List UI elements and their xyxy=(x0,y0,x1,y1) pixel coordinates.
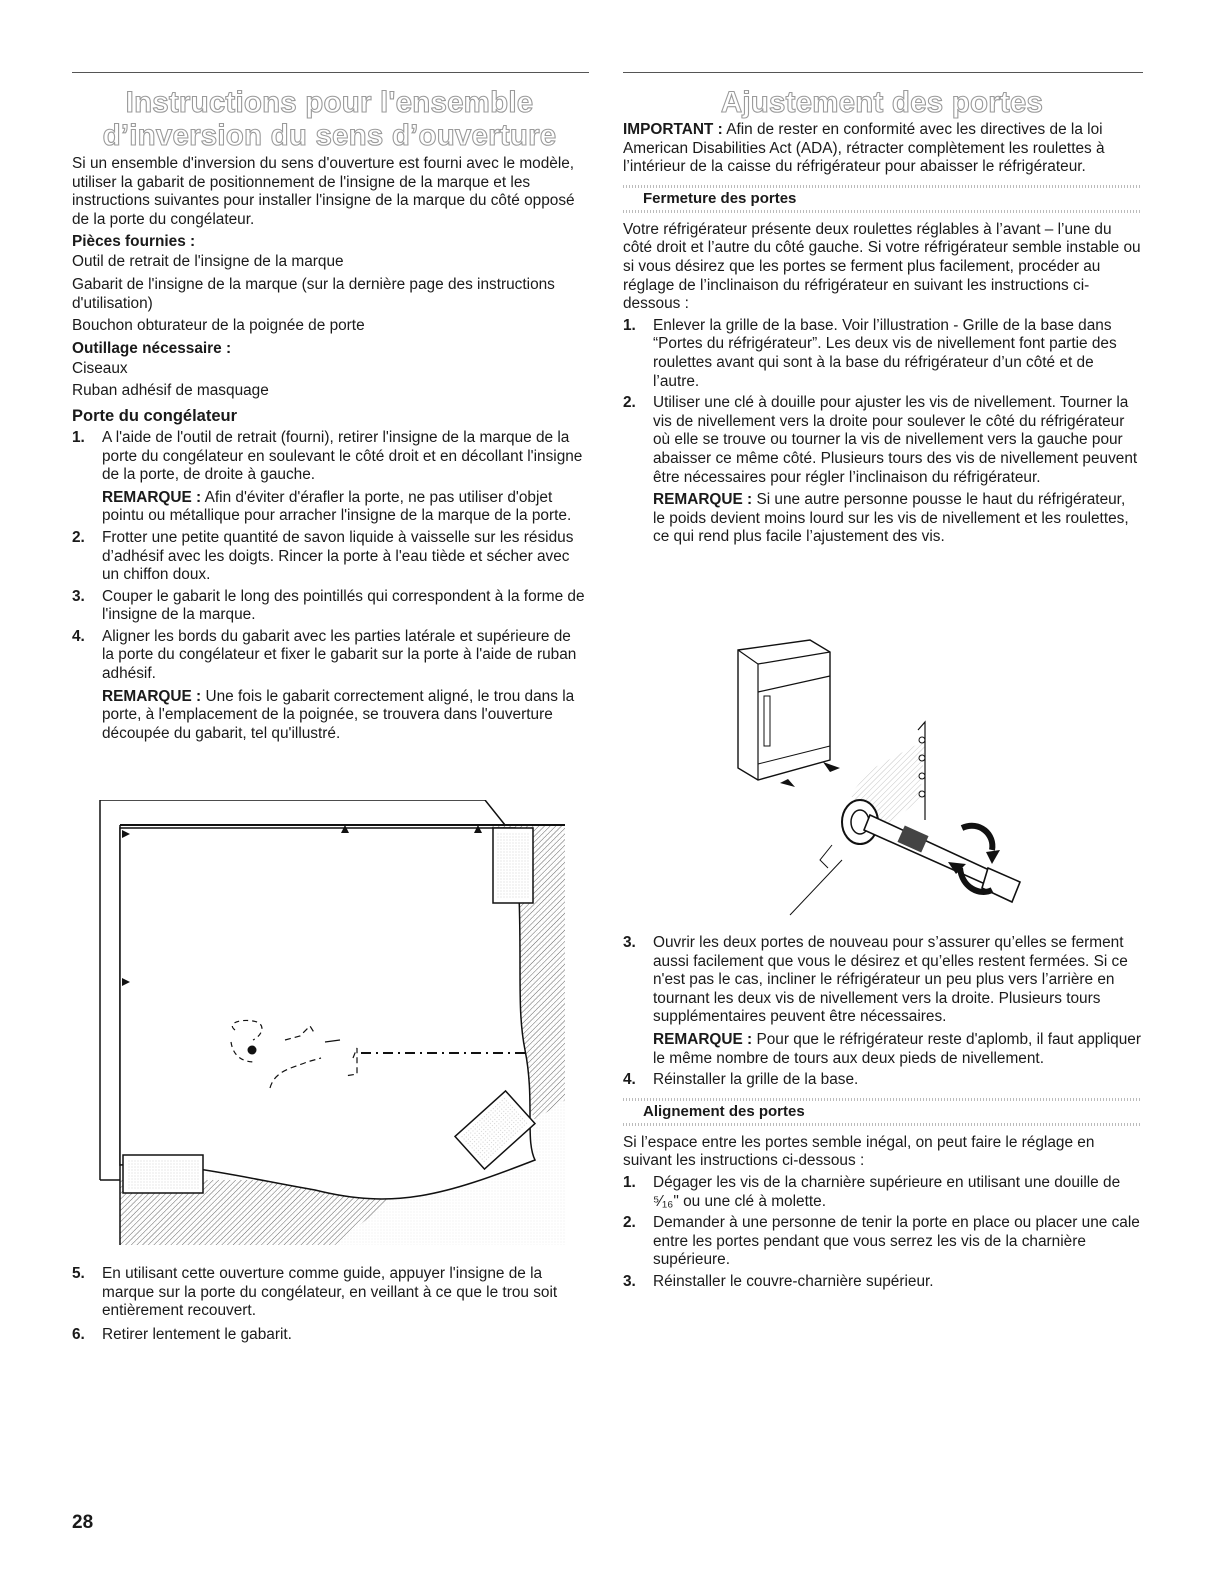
section-title-freezer-door: Porte du congélateur xyxy=(72,406,238,425)
note-label: REMARQUE : xyxy=(102,687,202,705)
note xyxy=(102,688,587,744)
step-item xyxy=(623,934,1141,1068)
door-alignment-intro: Si l’espace entre les portes semble inégal, on peut faire le réglage en suivant les instructions ci-dessous : xyxy=(623,1133,1095,1170)
tool-item: Ruban adhésif de masquage xyxy=(72,382,269,400)
step-item xyxy=(623,1273,1141,1292)
step-item xyxy=(72,588,587,625)
left-intro: Si un ensemble d'inversion du sens d'ouverture est fourni avec le modèle, utiliser la gabarit de positionnement de l'insigne de la marque et les instructions suivantes pour installer l'insigne de la marque du côté opposé de la porte du congélateur. xyxy=(72,155,575,228)
step-number: 2. xyxy=(623,394,636,412)
door-closing-steps xyxy=(623,317,1141,547)
right-column-lower xyxy=(623,931,1141,1292)
note-text: Une fois le gabarit correctement aligné, le trou dans la porte, à l'emplacement de la poignée, se trouvera dans l'ouverture découpée du gabarit, tel qu'illustré. xyxy=(102,687,575,742)
step-number: 3. xyxy=(623,1272,636,1290)
leveling-screw-illustration xyxy=(730,630,1050,920)
step-text: Demander à une personne de tenir la porte en place ou placer une cale entre les portes pendant que vous serrez les vis de la charnière supérieure. xyxy=(653,1214,1140,1269)
page-number: 28 xyxy=(72,1512,94,1533)
step-number: 1. xyxy=(72,428,85,446)
step-item xyxy=(72,1265,587,1321)
step-item xyxy=(72,529,587,585)
step-text: Retirer lentement le gabarit. xyxy=(102,1325,292,1343)
note-text: Pour que le réfrigérateur reste d'aplomb, il faut appliquer le même nombre de tours aux deux pieds de nivellement. xyxy=(653,1030,1141,1067)
subheading-door-closing: Fermeture des portes xyxy=(623,185,1141,213)
left-column xyxy=(72,86,587,743)
step-number: 4. xyxy=(623,1071,636,1089)
tool-item: Ciseaux xyxy=(72,359,128,377)
step-number: 2. xyxy=(72,528,85,546)
step-text: Frotter une petite quantité de savon liquide à vaisselle sur les résidus d’adhésif avec les doigts. Rincer la porte à l'eau tiède et sécher avec un chiffon doux. xyxy=(102,528,574,584)
note xyxy=(653,1031,1141,1068)
step-number: 3. xyxy=(623,934,636,951)
step-text: Couper le gabarit le long des pointillés qui correspondent à la forme de l'insigne de la marque. xyxy=(102,587,585,624)
step-item xyxy=(623,317,1141,391)
step-text: Aligner les bords du gabarit avec les parties latérale et supérieure de la porte du congélateur et fixer le gabarit sur la porte à l'aide de ruban adhésif. xyxy=(102,627,577,683)
step-text: Enlever la grille de la base. Voir l’illustration - Grille de la base dans “Portes du réfrigérateur”. Les deux vis de nivellement font partie des roulettes avant qui sont à la base du réfrigérateur d’un côté et de l’autre. xyxy=(653,316,1117,390)
step-item xyxy=(72,429,587,526)
step-number: 4. xyxy=(72,627,85,645)
left-title-line2: d’inversion du sens d’ouverture xyxy=(102,119,557,152)
door-alignment-steps xyxy=(623,1174,1141,1292)
step-item xyxy=(72,628,587,744)
note-text: Si une autre personne pousse le haut du réfrigérateur, le poids devient moins lourd sur les vis de nivellement et les roulettes, ce qui rend plus facile l’ajustement des vis. xyxy=(653,491,1129,546)
note-label: REMARQUE : xyxy=(653,1030,753,1048)
part-item: Gabarit de l'insigne de la marque (sur la dernière page des instructions d'utilisation) xyxy=(72,275,555,312)
step-text: A l'aide de l'outil de retrait (fourni), retirer l'insigne de la marque de la porte du congélateur en soulevant le côté droit et en décollant l'insigne de la porte, de droite à gauche. xyxy=(102,428,583,484)
left-steps-after xyxy=(72,1262,587,1344)
step-number: 1. xyxy=(623,316,636,334)
step-text: Réinstaller la grille de la base. xyxy=(653,1071,859,1089)
top-rule-right xyxy=(623,72,1143,73)
note xyxy=(653,491,1141,547)
template-alignment-illustration xyxy=(95,800,565,1245)
step-text: Utiliser une clé à douille pour ajuster les vis de nivellement. Tourner la vis de nivellement vers la droite pour soulever le côté du réfrigérateur où elle se trouve ou tourner la vis de nivellement vers la gauche pour abaisser ce même côté. Plusieurs tours des vis de nivellement peuvent être nécessaires pour régler l’inclinaison du réfrigérateur. xyxy=(653,394,1138,486)
step-item xyxy=(623,1071,1141,1090)
step-text: En utilisant cette ouverture comme guide, appuyer l'insigne de la marque sur la porte du congélateur, en veillant à ce que le trou soit entièrement recouvert. xyxy=(102,1265,558,1320)
right-title: Ajustement des portes xyxy=(720,86,1044,119)
note-text: Afin d'éviter d'érafler la porte, ne pas utiliser d'objet pointu ou métallique pour arracher l'insigne de la marque de la porte. xyxy=(102,488,572,525)
part-item: Outil de retrait de l'insigne de la marque xyxy=(72,253,344,271)
note-label: REMARQUE : xyxy=(102,488,202,506)
left-title-line1: Instructions pour l'ensemble xyxy=(125,86,534,119)
note xyxy=(102,489,587,526)
part-item: Bouchon obturateur de la poignée de porte xyxy=(72,317,365,335)
door-closing-intro: Votre réfrigérateur présente deux roulettes réglables à l’avant – l’une du côté droit et l’autre du côté gauche. Si votre réfrigérateur semble instable ou si vous désirez que les portes se ferment plus facilement, procéder au réglage de l’inclinaison du réfrigérateur en suivant les instructions ci-dessous : xyxy=(623,220,1141,313)
step-number: 1. xyxy=(623,1173,636,1191)
step-text: Réinstaller le couvre-charnière supérieur. xyxy=(653,1272,934,1290)
top-rule-left xyxy=(72,72,589,73)
step-text: Dégager les vis de la charnière supérieure en utilisant une douille de ⁵⁄₁₆" ou une clé à molette. xyxy=(653,1173,1121,1210)
right-column xyxy=(623,86,1141,547)
step-text: Ouvrir les deux portes de nouveau pour s’assurer qu’elles se ferment aussi facilement que vous le désirez et qu’elles restent fermées. Si ce n'est pas le cas, incliner le réfrigérateur un peu plus vers l’arrière en tournant les deux vis de nivellement vers la droite. Plusieurs tours supplémentaires peuvent être nécessaires. xyxy=(653,934,1128,1026)
step-number: 3. xyxy=(72,587,85,605)
left-title xyxy=(72,86,587,152)
door-closing-steps-continued xyxy=(623,934,1141,1090)
parts-label: Pièces fournies : xyxy=(72,233,196,251)
subheading-door-alignment: Alignement des portes xyxy=(623,1098,1141,1126)
note-label: REMARQUE : xyxy=(653,491,753,509)
step-number: 6. xyxy=(72,1325,85,1343)
step-number: 2. xyxy=(623,1214,636,1232)
step-number: 5. xyxy=(72,1265,85,1282)
step-item xyxy=(72,1326,587,1345)
important-paragraph xyxy=(623,121,1141,177)
important-text: Afin de rester en conformité avec les directives de la loi American Disabilities Act (ADA), rétracter complètement les roulettes à l’intérieur de la caisse du réfrigérateur pour abaisser le réfrigérateur. xyxy=(623,121,1105,176)
tools-label: Outillage nécessaire : xyxy=(72,339,232,357)
step-item xyxy=(623,1174,1141,1211)
step-item xyxy=(623,394,1141,547)
step-item xyxy=(623,1214,1141,1270)
left-steps xyxy=(72,429,587,744)
important-label: IMPORTANT : xyxy=(623,121,723,138)
